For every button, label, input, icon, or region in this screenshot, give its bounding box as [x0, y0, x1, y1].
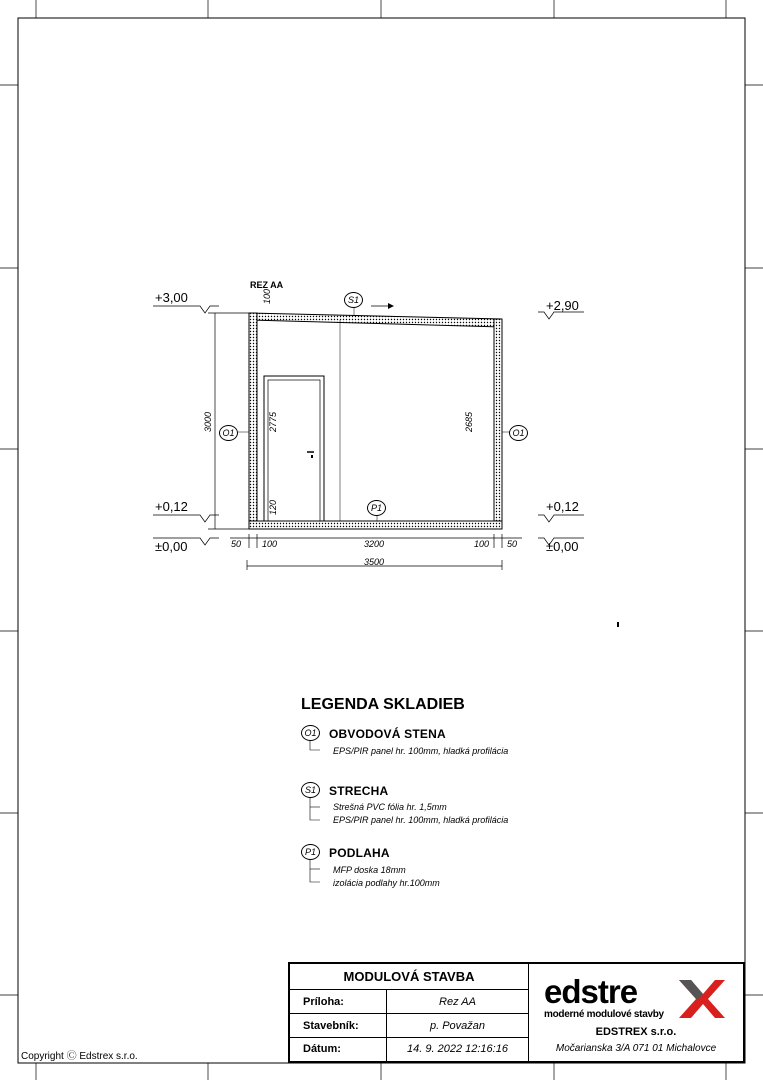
level-base-left: ±0,00 — [155, 539, 188, 554]
dim-bottom-50-right: 50 — [507, 539, 518, 549]
company-name: EDSTREX s.r.o. — [595, 1026, 677, 1038]
dim-bottom-3200: 3200 — [364, 539, 385, 549]
company-address: Močarianska 3/A 071 01 Michalovce — [555, 1043, 717, 1054]
title-block — [288, 962, 745, 1063]
tag-roof: S1 — [344, 292, 363, 308]
row-label-priloha: Príloha: — [290, 990, 387, 1014]
legend-tag-p1: P1 — [301, 844, 320, 860]
legend-title: LEGENDA SKLADIEB — [301, 696, 465, 713]
dim-door-height: 2775 — [268, 411, 278, 432]
legend-tag-s1: S1 — [301, 782, 320, 798]
dim-bottom-50-left: 50 — [231, 539, 242, 549]
level-top-right: +2,90 — [546, 298, 579, 313]
copyright-text: Copyright Ⓒ Edstrex s.r.o. — [21, 1051, 138, 1062]
row-value-priloha: Rez AA — [387, 990, 529, 1014]
legend-heading-s1: STRECHA — [329, 784, 389, 798]
company-logo-x-icon — [677, 978, 727, 1020]
tag-wall-right: O1 — [509, 425, 528, 441]
dim-bottom-100-right: 100 — [474, 539, 490, 549]
title-block-title: MODULOVÁ STAVBA — [290, 964, 529, 990]
legend-line-s1-1: Strešná PVC fólia hr. 1,5mm — [333, 802, 447, 812]
dim-height-right: 2685 — [464, 411, 474, 432]
dim-roof-thickness: 100 — [262, 288, 272, 304]
level-floor-right: +0,12 — [546, 499, 579, 514]
legend-heading-p1: PODLAHA — [329, 846, 390, 860]
legend-tag-o1: O1 — [301, 725, 320, 741]
company-logo-text: edstre — [544, 973, 638, 1010]
tag-wall-left: O1 — [219, 425, 238, 441]
legend-line-p1-1: MFP doska 18mm — [333, 865, 406, 875]
level-floor-left: +0,12 — [155, 499, 188, 514]
dim-height-left: 3000 — [203, 411, 213, 432]
legend-line-o1-1: EPS/PIR panel hr. 100mm, hladká profilácia — [333, 746, 509, 756]
row-value-stavebnik: p. Považan — [387, 1014, 529, 1038]
row-value-datum: 14. 9. 2022 12:16:16 — [387, 1038, 529, 1061]
dim-total: 3500 — [364, 557, 385, 567]
section-label: REZ AA — [250, 280, 284, 290]
dim-floor-thickness: 120 — [268, 499, 278, 515]
dim-bottom-100-left: 100 — [262, 539, 278, 549]
legend-heading-o1: OBVODOVÁ STENA — [329, 727, 446, 741]
company-tagline: moderné modulové stavby — [544, 1009, 664, 1020]
level-base-right: ±0,00 — [546, 539, 579, 554]
level-top-left: +3,00 — [155, 290, 188, 305]
row-label-stavebnik: Stavebník: — [290, 1014, 387, 1038]
legend-line-s1-2: EPS/PIR panel hr. 100mm, hladká profilácia — [333, 815, 509, 825]
legend-line-p1-2: izolácia podlahy hr.100mm — [333, 878, 440, 888]
tag-floor: P1 — [367, 500, 386, 516]
row-label-datum: Dátum: — [290, 1038, 387, 1061]
